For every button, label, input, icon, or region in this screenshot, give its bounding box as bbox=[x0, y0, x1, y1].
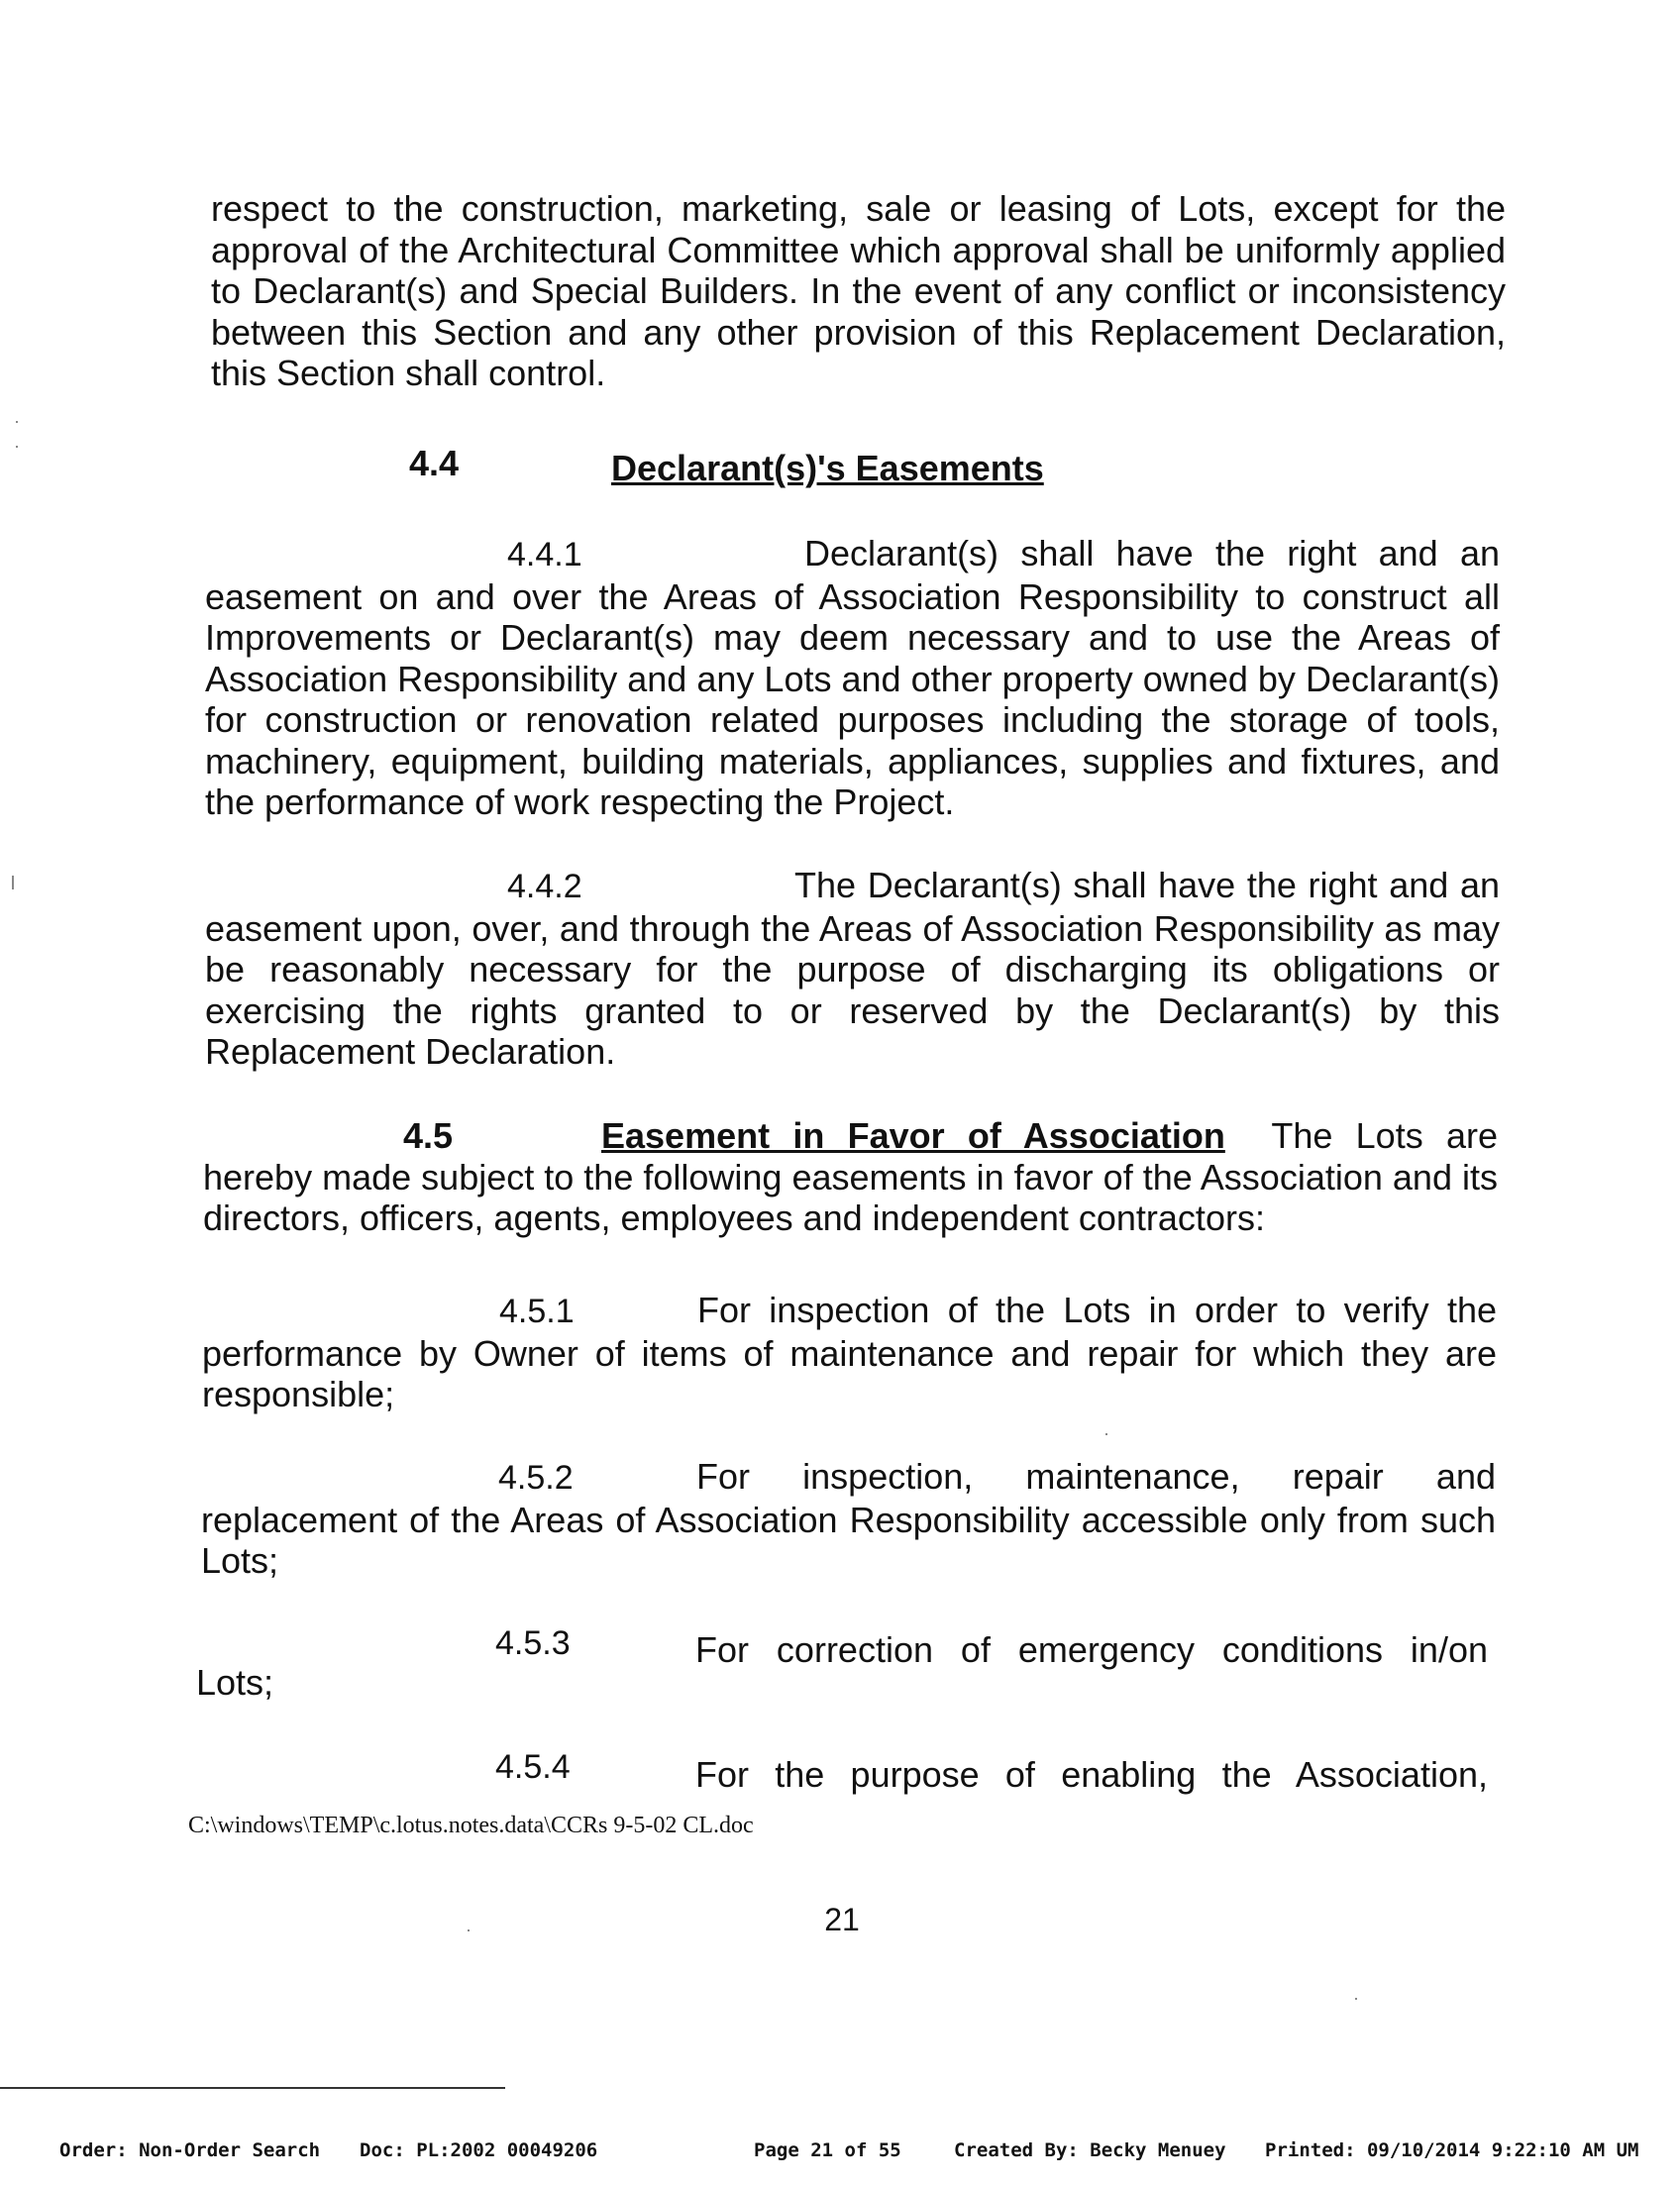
section-4-4-number: 4.4 bbox=[409, 443, 460, 483]
scan-speck bbox=[1105, 1433, 1107, 1435]
section-4-4-2-text: The Declarant(s) shall have the right and an easement upon, over, and through the Areas of Association Responsibility as may be reasonably necessary for the purpose of discharging its obligations or exercising the rights granted to or reserved by the Declarant(s) by this Replacement Declaration. bbox=[205, 865, 1500, 1072]
printed-label: Printed: 09/10/2014 9:22:10 AM UM bbox=[1265, 2139, 1639, 2161]
section-4-5-3-continuation: Lots; bbox=[196, 1662, 274, 1703]
created-by-label: Created By: Becky Menuey bbox=[954, 2139, 1226, 2161]
footer-rule bbox=[0, 2087, 505, 2089]
section-4-4-1 bbox=[205, 533, 1500, 823]
section-4-4-1-text: Declarant(s) shall have the right and an easement on and over the Areas of Association Responsibility to construct all Improvements or Declarant(s) may deem necessary and to use the Areas of Association Responsibility and any Lots and other property owned by Declarant(s) for construction or renovation related purposes including the storage of tools, machinery, equipment, building materials, appliances, supplies and fixtures, and the performance of work respecting the Project. bbox=[205, 533, 1500, 822]
section-4-5-2-number: 4.5.2 bbox=[498, 1459, 574, 1497]
section-4-5-title: Easement in Favor of Association bbox=[601, 1115, 1225, 1156]
section-4-5 bbox=[203, 1115, 1498, 1239]
section-4-5-3-text: For correction of emergency conditions in/on bbox=[695, 1629, 1488, 1670]
section-4-5-text: The Lots are hereby made subject to the following easements in favor of the Association and its directors, officers, agents, employees and independent contractors: bbox=[203, 1115, 1498, 1238]
section-4-5-4-number: 4.5.4 bbox=[495, 1748, 571, 1786]
doc-label: Doc: PL:2002 00049206 bbox=[360, 2139, 598, 2161]
section-4-5-4-text: For the purpose of enabling the Association, bbox=[695, 1754, 1488, 1795]
scan-speck bbox=[468, 1929, 470, 1931]
scan-speck bbox=[1355, 1998, 1357, 2000]
section-4-4-title: Declarant(s)'s Easements bbox=[611, 448, 1044, 488]
file-path: C:\windows\TEMP\c.lotus.notes.data\CCRs 9-5-02 CL.doc bbox=[188, 1813, 754, 1838]
page-number: 21 bbox=[824, 1902, 860, 1937]
section-4-5-2 bbox=[201, 1456, 1496, 1582]
scan-speck bbox=[16, 446, 18, 448]
order-footer bbox=[0, 2132, 1680, 2171]
section-4-4-1-number: 4.4.1 bbox=[507, 536, 582, 573]
section-4-4-2-number: 4.4.2 bbox=[507, 868, 582, 905]
order-label: Order: Non-Order Search bbox=[59, 2139, 321, 2161]
scan-speck bbox=[16, 421, 18, 423]
intro-paragraph: respect to the construction, marketing, sale or leasing of Lots, except for the approval of the Architectural Committee which approval shall be uniformly applied to Declarant(s) and Special Builders. In the event of any conflict or inconsistency between this Section and any other provision of this Replacement Declaration, this Section shall control. bbox=[211, 188, 1506, 393]
scan-speck bbox=[12, 876, 14, 889]
section-4-5-number: 4.5 bbox=[403, 1115, 454, 1156]
section-4-5-1 bbox=[202, 1290, 1497, 1415]
section-4-5-1-number: 4.5.1 bbox=[499, 1293, 575, 1330]
section-4-5-1-text: For inspection of the Lots in order to verify the performance by Owner of items of maintenance and repair for which they are responsible; bbox=[202, 1290, 1497, 1414]
section-4-4-2 bbox=[205, 865, 1500, 1073]
page-of-label: Page 21 of 55 bbox=[754, 2139, 901, 2161]
section-4-5-3-number: 4.5.3 bbox=[495, 1624, 571, 1662]
section-4-5-2-text: For inspection, maintenance, repair and replacement of the Areas of Association Responsibility accessible only from such Lots; bbox=[201, 1456, 1496, 1581]
